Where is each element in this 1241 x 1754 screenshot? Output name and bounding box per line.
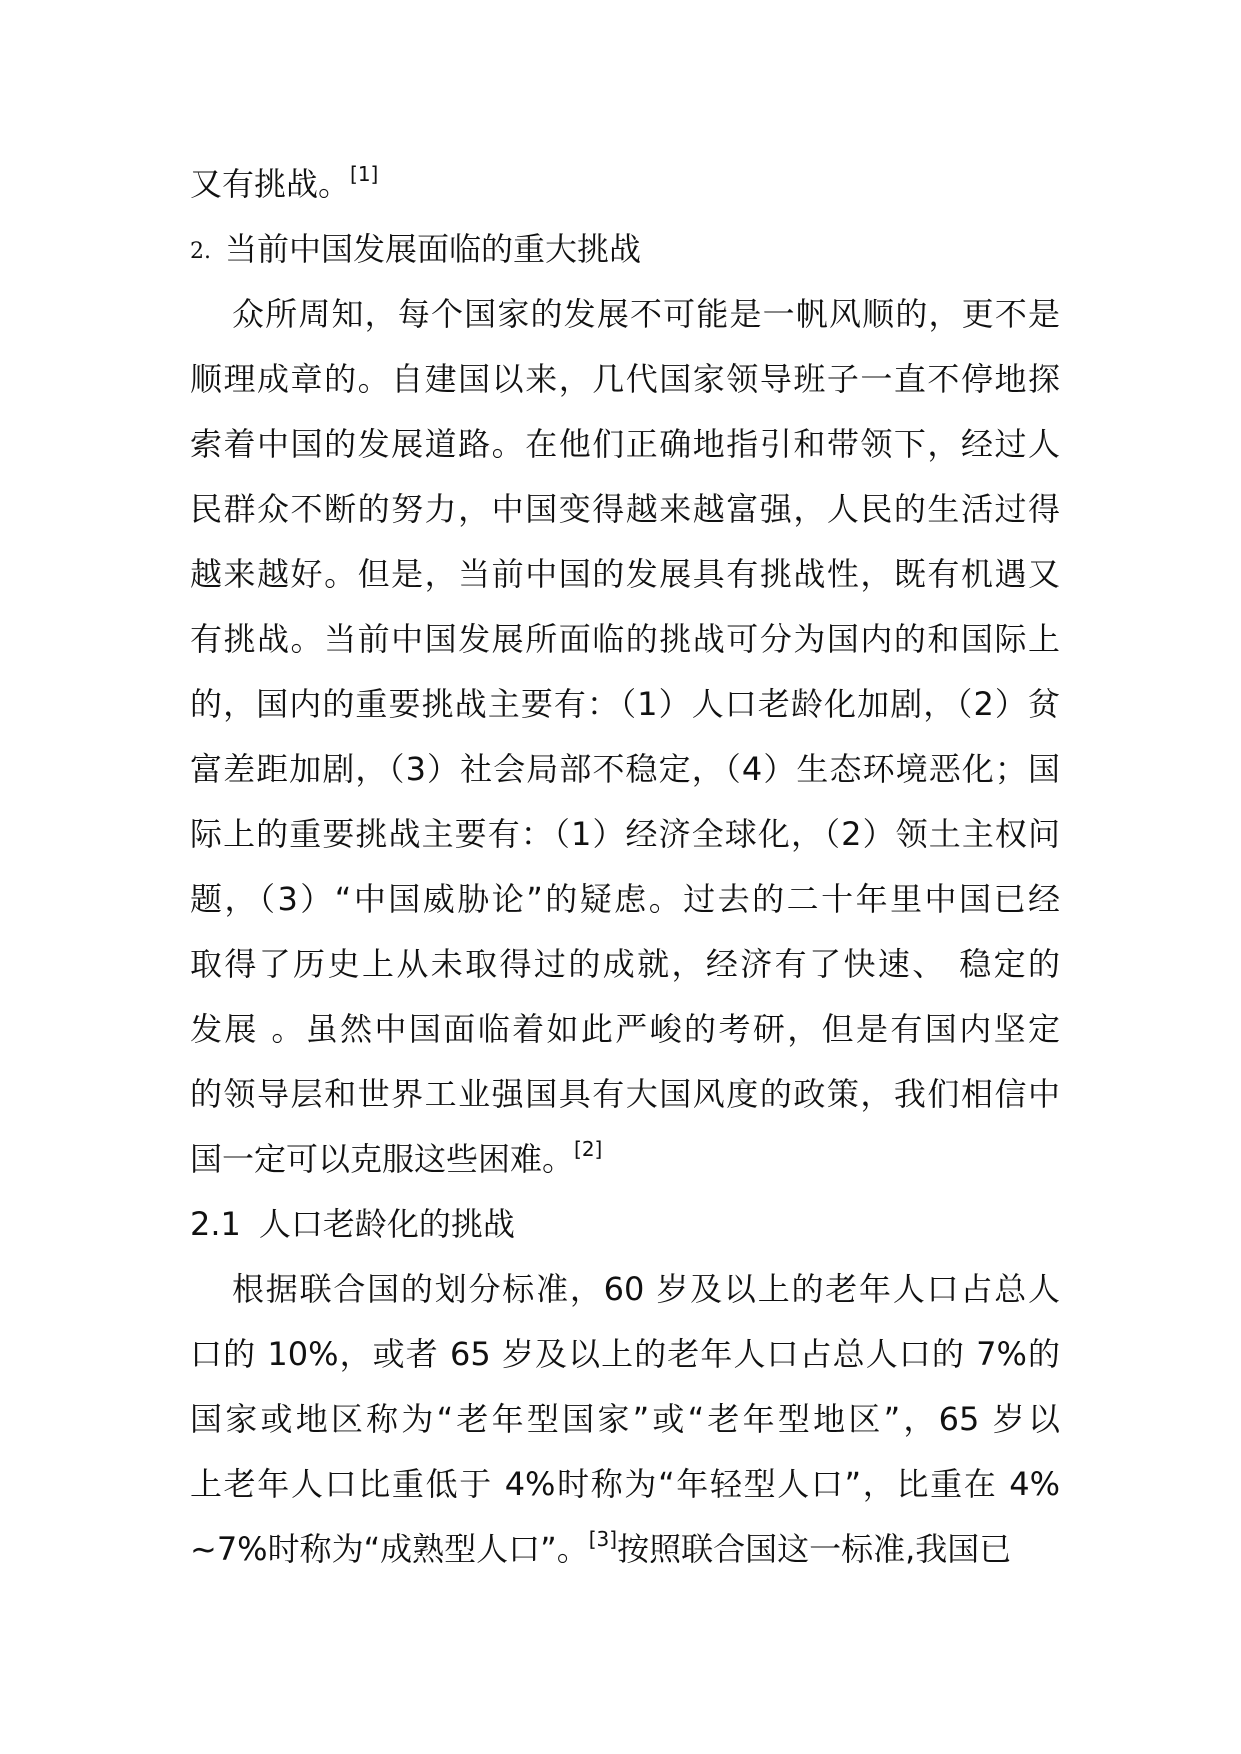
paragraph-line: 的，国内的重要挑战主要有：（1）人口老龄化加剧，（2）贫: [190, 685, 1060, 723]
paragraph-line: 索着中国的发展道路。在他们正确地指引和带领下，经过人: [190, 425, 1060, 463]
section-title: 当前中国发展面临的重大挑战: [225, 230, 642, 268]
paragraph-line: 众所周知，每个国家的发展不可能是一帆风顺的，更不是: [232, 295, 1060, 333]
subsection-number: 2.1: [190, 1205, 241, 1243]
paragraph-line: 有挑战。当前中国发展所面临的挑战可分为国内的和国际上: [190, 620, 1060, 658]
paragraph-text-before-ref: ~7%时称为“成熟型人口”。: [190, 1530, 589, 1568]
paragraph-text-after-ref: 按照联合国这一标准,我国已: [617, 1530, 1012, 1568]
paragraph-line: 顺理成章的。自建国以来，几代国家领导班子一直不停地探: [190, 360, 1060, 398]
paragraph-line: 国家或地区称为“老年型国家”或“老年型地区”，65 岁以: [190, 1400, 1060, 1438]
paragraph-line: 的领导层和世界工业强国具有大国风度的政策，我们相信中: [190, 1075, 1060, 1113]
paragraph-aging: [190, 1257, 1060, 1582]
paragraph-line: 题，（3）“中国威胁论”的疑虑。过去的二十年里中国已经: [190, 880, 1060, 918]
paragraph-line: 发展 。虽然中国面临着如此严峻的考研，但是有国内坚定: [190, 1010, 1060, 1048]
paragraph-line: 富差距加剧，（3）社会局部不稳定，（4）生态环境恶化；国: [190, 750, 1060, 788]
paragraph-line: 上老年人口比重低于 4%时称为“年轻型人口”，比重在 4%: [190, 1465, 1060, 1503]
paragraph-last-text: 国一定可以克服这些困难。: [190, 1140, 575, 1178]
paragraph-line: 根据联合国的划分标准，60 岁及以上的老年人口占总人: [232, 1270, 1060, 1308]
paragraph-tail-text: 又有挑战。: [190, 165, 351, 203]
paragraph-line: 越来越好。但是，当前中国的发展具有挑战性，既有机遇又: [190, 555, 1060, 593]
document-page: [190, 152, 1060, 1582]
paragraph-tail-line: [190, 152, 1060, 217]
paragraph-line: 取得了历史上从未取得过的成就，经济有了快速、 稳定的: [190, 945, 1060, 983]
citation-ref-3[interactable]: [3]: [588, 1527, 618, 1551]
citation-ref-2[interactable]: [2]: [574, 1137, 603, 1161]
paragraph-line-with-ref: [190, 1517, 1060, 1582]
paragraph-line: 口的 10%，或者 65 岁及以上的老年人口占总人口的 7%的: [190, 1335, 1060, 1373]
section-heading-2-1: [190, 1192, 1060, 1257]
paragraph-last-line: [190, 1127, 1060, 1192]
section-number: 2.: [190, 239, 211, 264]
paragraph-line: 际上的重要挑战主要有：（1）经济全球化，（2）领土主权问: [190, 815, 1060, 853]
paragraph-line: 民群众不断的努力，中国变得越来越富强，人民的生活过得: [190, 490, 1060, 528]
citation-ref-1[interactable]: [1]: [350, 162, 379, 186]
subsection-title: 人口老龄化的挑战: [258, 1205, 515, 1243]
section-heading-2: [190, 217, 1060, 282]
paragraph-challenges: [190, 282, 1060, 1192]
